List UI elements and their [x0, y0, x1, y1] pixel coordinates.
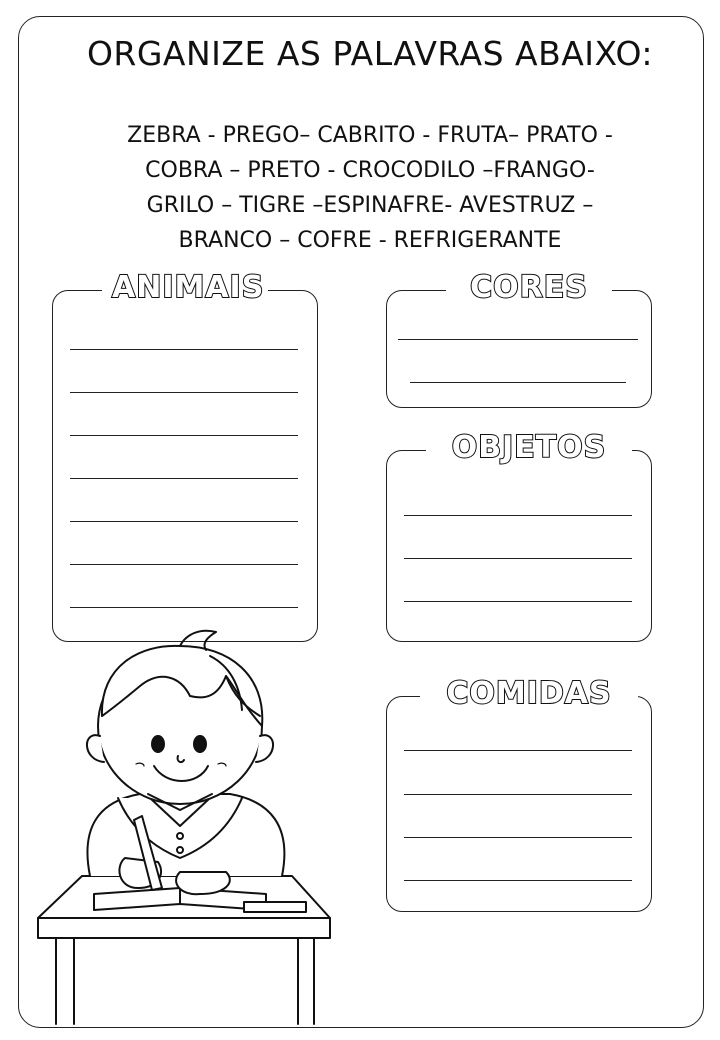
cores-box [386, 290, 652, 408]
comidas-heading: COMIDAS [420, 676, 638, 711]
answer-line[interactable] [404, 837, 632, 838]
answer-line[interactable] [410, 382, 626, 383]
answer-line[interactable] [70, 521, 298, 522]
answer-line[interactable] [70, 564, 298, 565]
answer-line[interactable] [404, 601, 632, 602]
answer-line[interactable] [70, 349, 298, 350]
cores-heading: CORES [446, 270, 612, 305]
answer-line[interactable] [404, 794, 632, 795]
worksheet-title: ORGANIZE AS PALAVRAS ABAIXO: [86, 34, 654, 73]
answer-line[interactable] [70, 435, 298, 436]
word-line: BRANCO – COFRE - REFRIGERANTE [178, 228, 562, 253]
answer-line[interactable] [70, 392, 298, 393]
boy-writing-illustration [30, 626, 340, 1026]
word-line: COBRA – PRETO - CROCODILO –FRANGO- [145, 158, 595, 183]
answer-line[interactable] [70, 607, 298, 608]
word-list [60, 118, 680, 258]
word-line: GRILO – TIGRE –ESPINAFRE- AVESTRUZ – [146, 193, 594, 218]
objetos-heading: OBJETOS [426, 430, 632, 465]
word-line: ZEBRA - PREGO– CABRITO - FRUTA– PRATO - [127, 123, 613, 148]
answer-line[interactable] [70, 478, 298, 479]
objetos-box [386, 450, 652, 642]
animais-box [52, 290, 318, 642]
animais-heading: ANIMAIS [102, 270, 268, 305]
answer-line[interactable] [404, 880, 632, 881]
answer-line[interactable] [404, 515, 632, 516]
answer-line[interactable] [404, 558, 632, 559]
answer-line[interactable] [404, 750, 632, 751]
answer-line[interactable] [398, 339, 638, 340]
